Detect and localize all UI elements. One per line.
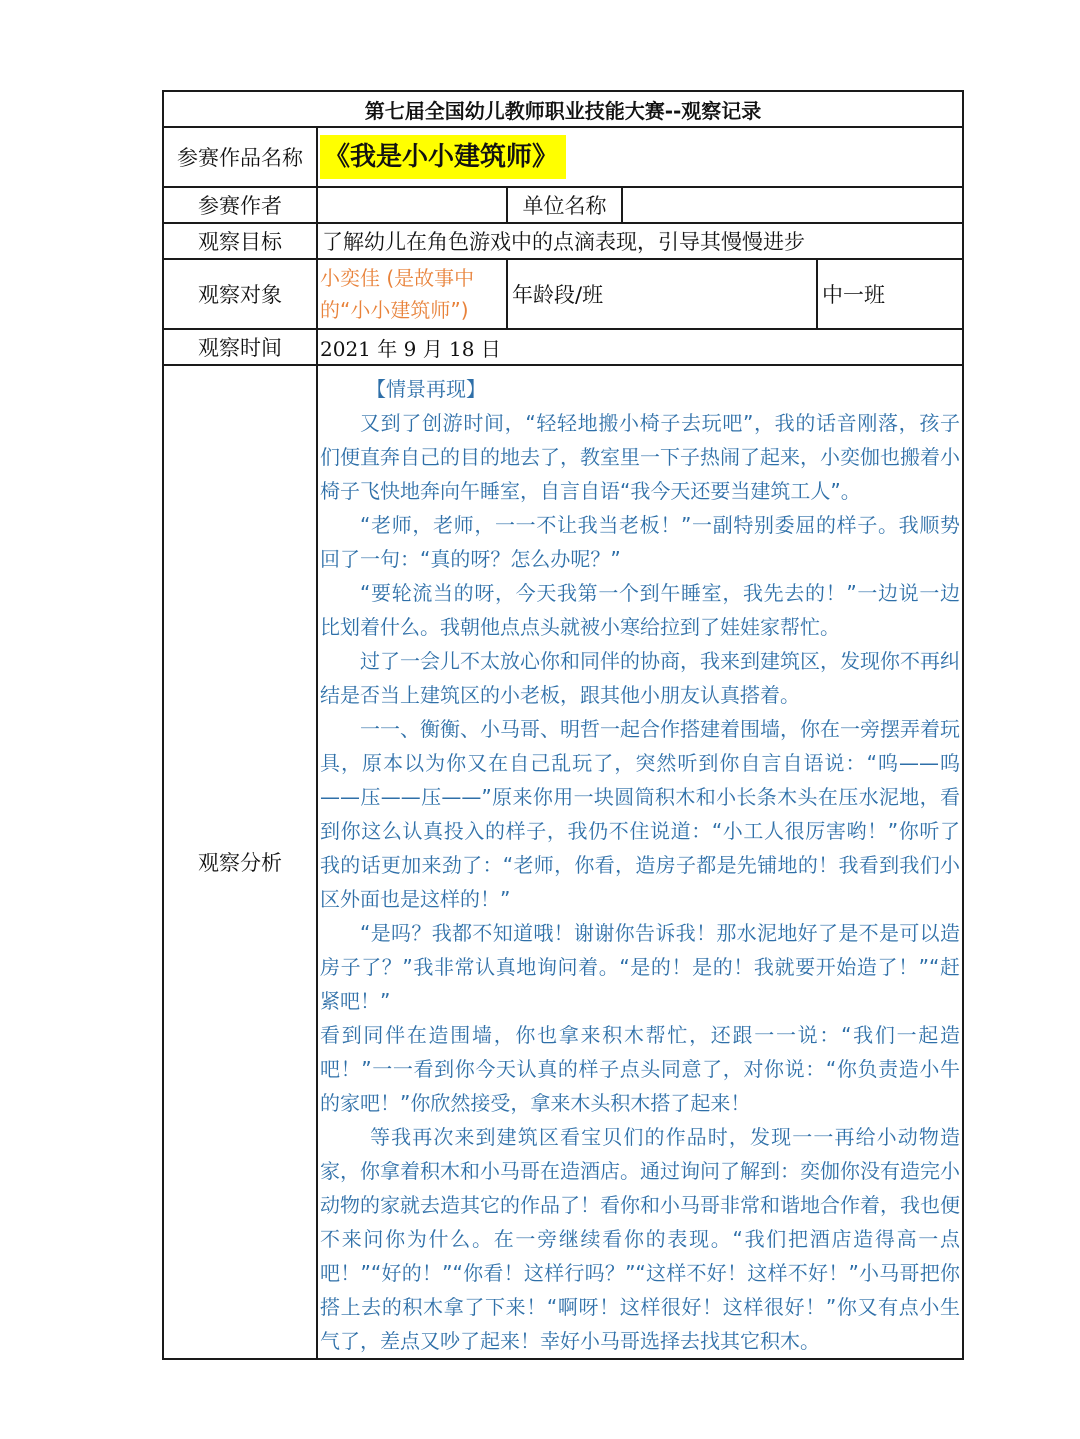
goal-value: 了解幼儿在角色游戏中的点滴表现，引导其慢慢进步 bbox=[317, 223, 963, 259]
unit-label: 单位名称 bbox=[507, 187, 622, 223]
observation-record-table bbox=[162, 90, 964, 1360]
analysis-paragraph: “老师，老师，一一不让我当老板！”一副特别委屈的样子。我顺势回了一句：“真的呀？怎么办呢？” bbox=[320, 513, 961, 571]
subject-label: 观察对象 bbox=[163, 259, 317, 329]
author-label: 参赛作者 bbox=[163, 187, 317, 223]
age-label: 年龄段/班 bbox=[507, 259, 817, 329]
analysis-paragraph: “要轮流当的呀，今天我第一个到午睡室，我先去的！”一边说一边比划着什么。我朝他点点头就被小寒给拉到了娃娃家帮忙。 bbox=[320, 581, 961, 639]
analysis-heading: 【情景再现】 bbox=[366, 377, 486, 401]
analysis-paragraph: 看到同伴在造围墙，你也拿来积木帮忙，还跟一一说：“我们一起造吧！”一一看到你今天认真的样子点头同意了，对你说：“你负责造小牛的家吧！”你欣然接受，拿来木头积木搭了起来！ bbox=[320, 1023, 961, 1115]
analysis-paragraph: “是吗？我都不知道哦！谢谢你告诉我！那水泥地好了是不是可以造房子了？”我非常认真地询问着。“是的！是的！我就要开始造了！”“赶紧吧！” bbox=[320, 921, 961, 1013]
analysis-paragraph: 一一、衡衡、小马哥、明哲一起合作搭建着围墙，你在一旁摆弄着玩具，原本以为你又在自己乱玩了，突然听到你自言自语说：“呜——呜——压——压——”原来你用一块圆筒积木和小长条木头在压水泥地，看到你这么认真投入的样子，我仍不住说道：“小工人很厉害哟！”你听了我的话更加来劲了：“老师，你看，造房子都是先铺地的！我看到我们小区外面也是这样的！” bbox=[320, 717, 961, 911]
subject-value: 小奕佳 (是故事中的“小小建筑师”) bbox=[317, 259, 507, 329]
work-name-value: 《我是小小建筑师》 bbox=[320, 135, 566, 179]
analysis-label: 观察分析 bbox=[163, 365, 317, 1359]
document-title: 第七届全国幼儿教师职业技能大赛--观察记录 bbox=[163, 91, 963, 127]
author-value bbox=[317, 187, 507, 223]
analysis-paragraph: 又到了创游时间，“轻轻地搬小椅子去玩吧”，我的话音刚落，孩子们便直奔自己的目的地去了，教室里一下子热闹了起来，小奕伽也搬着小椅子飞快地奔向午睡室，自言自语“我今天还要当建筑工人”。 bbox=[320, 411, 961, 503]
time-value: 2021 年 9 月 18 日 bbox=[317, 329, 963, 365]
analysis-paragraph: 过了一会儿不太放心你和同伴的协商，我来到建筑区，发现你不再纠结是否当上建筑区的小老板，跟其他小朋友认真搭着。 bbox=[320, 649, 961, 707]
class-value: 中一班 bbox=[817, 259, 963, 329]
goal-label: 观察目标 bbox=[163, 223, 317, 259]
unit-value bbox=[622, 187, 963, 223]
time-label: 观察时间 bbox=[163, 329, 317, 365]
analysis-paragraph: 等我再次来到建筑区看宝贝们的作品时，发现一一再给小动物造家，你拿着积木和小马哥在造酒店。通过询问了解到：奕伽你没有造完小动物的家就去造其它的作品了！看你和小马哥非常和谐地合作着，我也便不来问你为什么。在一旁继续看你的表现。“我们把酒店造得高一点吧！”“好的！”“你看！这样行吗？”“这样不好！这样不好！”小马哥把你搭上去的积木拿了下来！“啊呀！这样很好！这样很好！”你又有点小生气了，差点又吵了起来！幸好小马哥选择去找其它积木。 bbox=[320, 1125, 961, 1353]
work-name-cell bbox=[317, 127, 963, 187]
work-name-label: 参赛作品名称 bbox=[163, 127, 317, 187]
analysis-content bbox=[317, 365, 963, 1359]
